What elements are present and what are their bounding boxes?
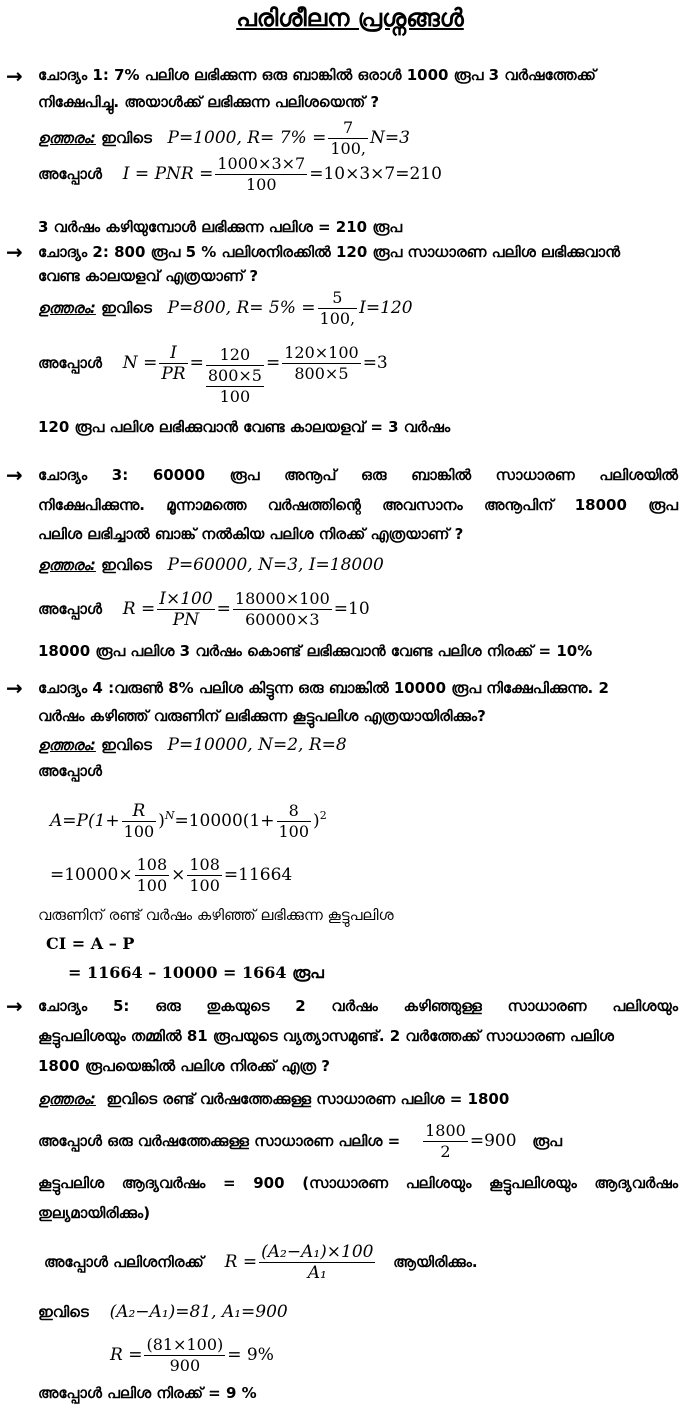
q3-line2: നിക്ഷേപിക്കുന്നു. മൂന്നാമത്തെ വർഷത്തിന്റെ അവസാനം അനൂപിന് 18000 രൂപ: [38, 496, 678, 514]
q1-given-values: P=1000, R= 7% =: [167, 128, 327, 148]
q1-formula: [38, 152, 442, 196]
q2-given-i: I=120: [359, 298, 413, 318]
q1-formula-lhs: I = PNR =: [122, 164, 214, 184]
q5-rate-fraction: $\frac{\text{(A₂−A₁)×100}}{\text{A₁}}$: [261, 1241, 374, 1283]
q3-formula-rhs: =10: [333, 599, 370, 619]
q3-result: 18000 രൂപ പലിശ 3 വർഷം കൊണ്ട് ലഭിക്കുവാൻ വേണ്ട പലിശ നിരക്ക് = 10%: [38, 642, 593, 660]
q5-rate-end: ആയിരിക്കും.: [393, 1253, 478, 1271]
arrow-icon: →: [6, 463, 23, 487]
q4-line2: വർഷം കഴിഞ്ഞ് വരുണിന് ലഭിക്കുന്ന കൂട്ടുപലിശ എത്രയായിരിക്കും?: [38, 707, 486, 725]
q4-ci-formula: CI = A – P: [46, 934, 135, 953]
q3-formula-lhs: R =: [122, 599, 156, 619]
here-label: ഇവിടെ: [101, 299, 152, 317]
q1-line1: ചോദ്യം 1: 7% പലിശ ലഭിക്കുന്ന ഒരു ബാങ്കിൽ ഒരാൾ 1000 രൂപ 3 വർഷത്തേക്ക്: [38, 66, 596, 84]
q5-here-values: [38, 1299, 288, 1325]
q1-given-n: N=3: [369, 128, 410, 148]
q4-ci-text: വരുണിന് രണ്ട് വർഷം കഴിഞ്ഞ് ലഭിക്കുന്ന കൂട്ടുപലിശ: [38, 906, 394, 924]
q3-fraction-a: $\frac{I\times 100}{PN}$: [159, 588, 213, 630]
q2-formula: അപ്പോൾ N = $\frac{I}{PR}$ = 120 800×5 100 = $\frac{120\times 100}{800\times 5}$ =3: [38, 342, 388, 406]
q5-one-year-text: അപ്പോൾ ഒരു വർഷത്തേക്കുള്ള സാധാരണ പലിശ =: [38, 1132, 401, 1150]
q5-one-year: അപ്പോൾ ഒരു വർഷത്തേക്കുള്ള സാധാരണ പലിശ = $\frac{1800}{2}$ =900 രൂപ: [38, 1120, 562, 1161]
q5-ci-line1: കൂട്ടുപലിശ ആദ്യവർഷം = 900 (സാധാരണ പലിശയും കൂട്ടുപലിശയും ആദ്യവർഷം: [38, 1174, 678, 1192]
here-label: ഇവിടെ: [101, 129, 152, 147]
q2-fraction-b: 120 800×5 100: [207, 345, 262, 406]
arrow-icon: →: [6, 994, 23, 1018]
q2-line2: വേണ്ട കാലയളവ് എത്രയാണ് ?: [38, 267, 259, 285]
q3-fraction-b: $\frac{18000\times 100}{60000\times 3}$: [234, 588, 330, 629]
q3-formula: അപ്പോൾ R = $\frac{I\times 100}{PN}$ = $\frac{18000\times 100}{60000\times 3}$ =10: [38, 588, 370, 630]
then-label: അപ്പോൾ: [38, 762, 102, 780]
q2-result: 120 രൂപ പലിശ ലഭിക്കുവാൻ വേണ്ട കാലയളവ് = 3 വർഷം: [38, 418, 451, 436]
q5-rate-calc: R = $\frac{(81\times 100)}{900}$ = 9%: [110, 1334, 274, 1375]
q4-compound-formula: A=P(1+ $\frac{R}{100}$ ) N =10000(1+ $\frac{8}{100}$ ) 2: [50, 800, 327, 841]
here-label: ഇവിടെ: [38, 1303, 89, 1321]
q1-rate-fraction: $\frac{7}{100,}$: [330, 117, 366, 158]
q2-fraction-c: $\frac{120\times 100}{800\times 5}$: [284, 342, 359, 383]
q2-line1: ചോദ്യം 2: 800 രൂപ 5 % പലിശനിരക്കിൽ 120 രൂപ സാധാരണ പലിശ ലഭിക്കുവാൻ: [38, 243, 621, 261]
q2-formula-rhs: =3: [362, 353, 388, 373]
here-label: ഇവിടെ: [101, 556, 152, 574]
q5-one-year-fraction: $\frac{1800}{2}$: [425, 1120, 466, 1161]
q5-line3: 1800 രൂപയെങ്കിൽ പലിശ നിരക്ക് എത്ര ?: [38, 1057, 330, 1075]
answer-label: ഉത്തരം:: [38, 1090, 96, 1108]
q1-formula-fraction: $\frac{1000\times 3\times 7}{100}$: [217, 153, 306, 194]
here-label: ഇവിടെ: [101, 736, 152, 754]
q4-rate-fraction-value: $\frac{8}{100}$: [278, 800, 310, 841]
page-title: പരിശീലന പ്രശ്നങ്ങൾ: [236, 4, 464, 32]
q5-line1: ചോദ്യം 5: ഒരു തുകയുടെ 2 വർഷം കഴിഞ്ഞുള്ള സാധാരണ പലിശയും: [38, 997, 678, 1015]
q2-given-values: P=800, R= 5% =: [167, 298, 316, 318]
q5-final: അപ്പോൾ പലിശ നിരക്ക് = 9 %: [38, 1384, 257, 1402]
q2-rate-fraction: $\frac{5}{100,}$: [319, 287, 356, 328]
q2-given: [38, 288, 413, 328]
arrow-icon: →: [6, 676, 23, 700]
then-label: അപ്പോൾ: [38, 354, 102, 372]
rupee-label: രൂപ: [532, 1132, 562, 1150]
q2-fraction-a: $\frac{I}{PR}$: [161, 342, 186, 384]
answer-label: ഉത്തരം:: [38, 299, 96, 317]
q5-difference-values: (A₂−A₁)=81, A₁=900: [109, 1302, 288, 1322]
q1-result: 3 വർഷം കഴിയുമ്പോൾ ലഭിക്കുന്ന പലിശ = 210 രൂപ: [38, 218, 403, 236]
q5-answer: [38, 1090, 509, 1108]
q1-formula-rhs: =10×3×7=210: [309, 164, 442, 184]
q5-ci-line2: തുല്യമായിരിക്കും): [38, 1204, 151, 1222]
answer-label: ഉത്തരം:: [38, 129, 96, 147]
q4-rate-fraction: $\frac{R}{100}$: [123, 800, 155, 841]
answer-label: ഉത്തരം:: [38, 556, 96, 574]
then-label: അപ്പോൾ: [38, 165, 102, 183]
q4-given-values: P=10000, N=2, R=8: [167, 735, 347, 755]
q4-fraction-2: $\frac{108}{100}$: [189, 854, 220, 895]
q3-line3: പലിശ ലഭിച്ചാൽ ബാങ്ക് നൽകിയ പലിശ നിരക്ക് എത്രയാണ് ?: [38, 525, 464, 543]
answer-label: ഉത്തരം:: [38, 736, 96, 754]
arrow-icon: →: [6, 240, 23, 264]
q3-line1: ചോദ്യം 3: 60000 രൂപ അനൂപ് ഒരു ബാങ്കിൽ സാധാരണ പലിശയിൽ: [38, 466, 678, 484]
q4-line1: ചോദ്യം 4 :വരുൺ 8% പലിശ കിട്ടുന്ന ഒരു ബാങ്കിൽ 10000 രൂപ നിക്ഷേപിക്കുന്നു. 2: [38, 679, 609, 697]
q5-rate-text: അപ്പോൾ പലിശനിരക്ക്: [44, 1253, 204, 1271]
q4-fraction-1: $\frac{108}{100}$: [136, 854, 168, 895]
arrow-icon: →: [6, 64, 23, 88]
q5-answer-text: ഇവിടെ രണ്ട് വർഷത്തേക്കുള്ള സാധാരണ പലിശ = 1800: [106, 1090, 510, 1108]
q2-formula-lhs: N =: [122, 353, 158, 373]
q5-calc-fraction: $\frac{(81\times 100)}{900}$: [146, 1334, 224, 1375]
q5-line2: കൂട്ടുപലിശയും തമ്മിൽ 81 രൂപയുടെ വ്യത്യാസമുണ്ട്. 2 വർത്തേക്ക് സാധാരണ പലിശ: [38, 1027, 614, 1045]
q3-given: [38, 552, 384, 578]
q4-ci-value: = 11664 – 10000 = 1664 രൂപ: [68, 963, 324, 982]
q4-given: [38, 732, 347, 758]
then-label: അപ്പോൾ: [38, 600, 102, 618]
q4-amount-calc: =10000× $\frac{108}{100}$ × $\frac{108}{100}$ =11664: [50, 854, 293, 895]
q3-given-values: P=60000, N=3, I=18000: [167, 555, 384, 575]
q1-line2: നിക്ഷേപിച്ചു. അയാൾക്ക് ലഭിക്കുന്ന പലിശയെന്ത് ?: [38, 93, 380, 111]
q5-rate-formula: അപ്പോൾ പലിശനിരക്ക് R = $\frac{\text{(A₂−A₁)×100}}{\text{A₁}}$ ആയിരിക്കും.: [44, 1241, 478, 1283]
